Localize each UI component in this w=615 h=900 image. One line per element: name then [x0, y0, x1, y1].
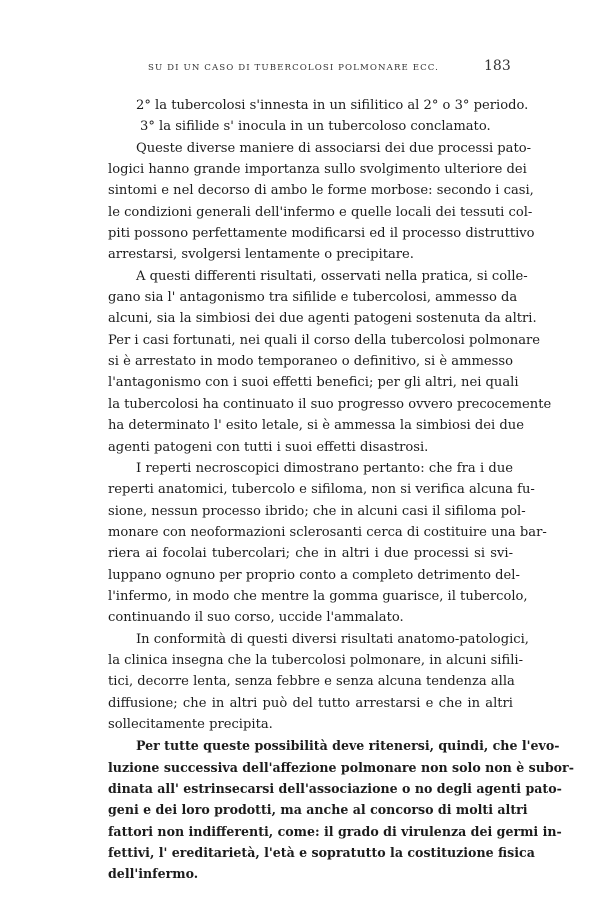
text-line: l'infermo, in modo che mentre la gomma guarisce, il tubercolo,: [108, 588, 528, 604]
running-title: SU DI UN CASO DI TUBERCOLOSI POLMONARE ECC.: [148, 63, 439, 73]
text-line: fettivi, l' ereditarietà, l'età e sopratutto la costituzione fisica: [108, 845, 535, 861]
text-line: 3° la sifilide s' inocula in un tubercoloso conclamato.: [140, 119, 491, 135]
text-line: logici hanno grande importanza sullo svolgimento ulteriore dei: [108, 162, 527, 178]
text-line: arrestarsi, svolgersi lentamente o precipitare.: [108, 247, 414, 263]
text-line: sollecitamente precipita.: [108, 716, 273, 732]
page-number: 183: [484, 58, 511, 74]
text-line: In conformità di questi diversi risultati anatomo-patologici,: [136, 631, 529, 647]
text-line: Queste diverse maniere di associarsi dei due processi pato-: [136, 140, 532, 156]
text-line: tici, decorre lenta, senza febbre e senza alcuna tendenza alla: [108, 674, 515, 690]
text-line: l'antagonismo con i suoi effetti benefici; per gli altri, nei quali: [108, 375, 519, 391]
text-line: piti possono perfettamente modificarsi ed il processo distruttivo: [108, 226, 535, 242]
text-line: A questi differenti risultati, osservati nella pratica, si colle-: [136, 268, 528, 284]
text-line: la tubercolosi ha continuato il suo progresso ovvero precocemente: [108, 396, 552, 412]
text-line: I reperti necroscopici dimostrano pertanto: che fra i due: [136, 460, 513, 476]
text-line: gano sia l' antagonismo tra sifilide e tubercolosi, ammesso da: [108, 290, 518, 306]
text-line: alcuni, sia la simbiosi dei due agenti patogeni sostenuta da altri.: [108, 311, 537, 327]
text-line: reperti anatomici, tubercolo e sifiloma, non si verifica alcuna fu-: [108, 482, 535, 498]
text-line: dinata all' estrinsecarsi dell'associazione o no degli agenti pato-: [108, 781, 562, 796]
text-line: agenti patogeni con tutti i suoi effetti disastrosi.: [108, 439, 429, 455]
text-line: luzione successiva dell'affezione polmonare non solo non è subor-: [108, 759, 574, 775]
text-line: la clinica insegna che la tubercolosi polmonare, in alcuni sifili-: [108, 652, 524, 668]
text-line: geni e dei loro prodotti, ma anche al concorso di molti altri: [108, 802, 528, 818]
text-line: Per i casi fortunati, nei quali il corso della tubercolosi polmonare: [108, 332, 541, 348]
text-line: riera ai focolai tubercolari; che in altri i due processi si svi-: [108, 546, 513, 562]
text-line: ha determinato l' esito letale, si è ammessa la simbiosi dei due: [108, 418, 524, 434]
text-line: sione, nessun processo ibrido; che in alcuni casi il sifiloma pol-: [108, 503, 526, 519]
text-line: monare con neoformazioni sclerosanti cerca di costituire una bar-: [108, 524, 547, 540]
text-line: sintomi e nel decorso di ambo le forme morbose: secondo i casi,: [108, 183, 534, 199]
body-text: [108, 95, 574, 885]
text-line: dell'infermo.: [108, 866, 199, 882]
text-line: si è arrestato in modo temporaneo o definitivo, si è ammesso: [108, 354, 513, 370]
text-line: luppano ognuno per proprio conto a completo detrimento del-: [108, 567, 520, 583]
text-line: fattori non indifferenti, come: il grado di virulenza dei germi in-: [108, 823, 562, 839]
text-line: Per tutte queste possibilità deve ritenersi, quindi, che l'evo-: [136, 738, 560, 754]
text-line: le condizioni generali dell'infermo e quelle locali dei tessuti col-: [108, 204, 533, 220]
text-line: 2° la tubercolosi s'innesta in un sifilitico al 2° o 3° periodo.: [136, 98, 529, 113]
text-line: continuando il suo corso, uccide l'ammalato.: [108, 610, 404, 626]
text-line: diffusione; che in altri può del tutto arrestarsi e che in altri: [108, 695, 513, 711]
